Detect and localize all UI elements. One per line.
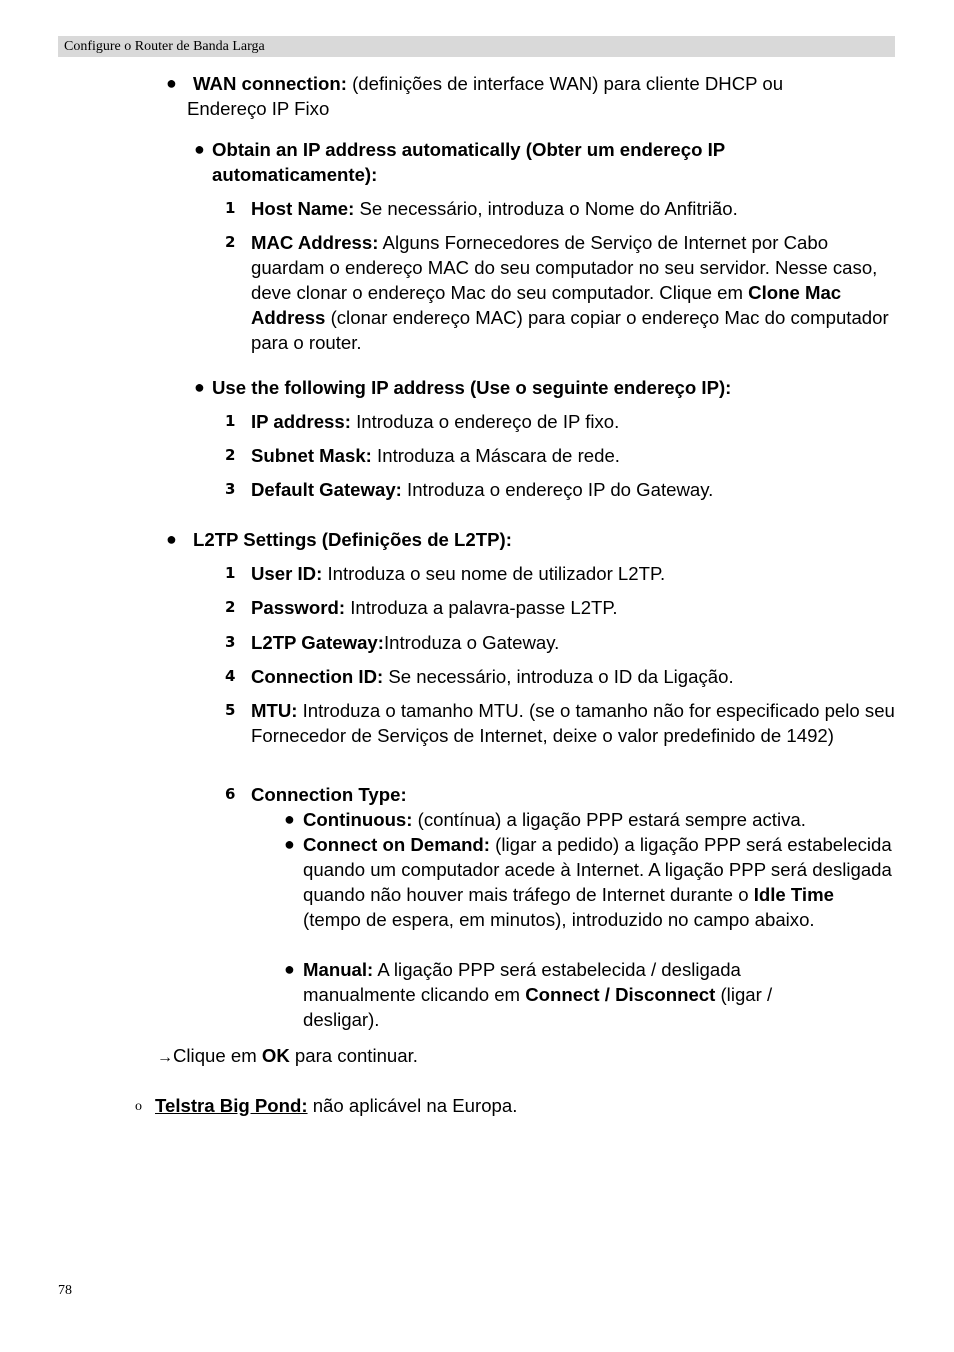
ok-label: OK (261, 1045, 290, 1066)
clone-mac-label: Clone Mac Address (251, 282, 842, 328)
continue-pre: Clique em (173, 1045, 262, 1066)
l2tp-item-6-number: 6 (225, 785, 236, 803)
useip-title: Use the following IP address (Use o seguinte endereço IP): (212, 377, 732, 398)
user-id-label: User ID: (251, 563, 323, 584)
continue-post: para continuar. (289, 1045, 418, 1066)
continuous-bullet: ● (284, 809, 295, 829)
obtain-item-1-number: 1 (225, 199, 236, 217)
l2tp-item-1-number: 1 (225, 564, 236, 582)
useip-item-2 (251, 443, 891, 468)
wan-text: (definições de interface WAN) para cliente DHCP ou Endereço IP Fixo (187, 73, 784, 119)
connect-on-demand-bullet: ● (284, 834, 295, 854)
l2tp-item-5 (251, 698, 895, 748)
continuous-item (303, 807, 893, 832)
manual-text-2: (ligar / desligar). (303, 984, 773, 1030)
useip-item-3-number: 3 (225, 480, 236, 498)
obtain-bullet: ● (194, 139, 205, 159)
connection-id-text: Se necessário, introduza o ID da Ligação. (383, 666, 734, 687)
password-label: Password: (251, 597, 346, 618)
connect-disconnect-label: Connect / Disconnect (525, 984, 716, 1005)
mtu-label: MTU: (251, 700, 298, 721)
mac-address-label: MAC Address: (251, 232, 379, 253)
default-gateway-label: Default Gateway: (251, 479, 402, 500)
l2tp-gateway-text: Introduza o Gateway. (383, 632, 560, 653)
l2tp-item-2 (251, 595, 891, 620)
subnet-mask-label: Subnet Mask: (251, 445, 372, 466)
useip-item-1-number: 1 (225, 412, 236, 430)
ip-address-label: IP address: (251, 411, 351, 432)
connect-on-demand-item (303, 832, 893, 932)
l2tp-title: L2TP Settings (Definições de L2TP): (193, 529, 512, 550)
continuous-label: Continuous: (303, 809, 413, 830)
l2tp-bullet: ● (166, 529, 177, 549)
continue-instruction (157, 1043, 757, 1070)
mac-address-text-2: (clonar endereço MAC) para copiar o endereço Mac do computador para o router. (251, 307, 889, 353)
telstra-item (155, 1093, 755, 1118)
host-name-text: Se necessário, introduza o Nome do Anfitrião. (354, 198, 738, 219)
user-id-text: Introduza o seu nome de utilizador L2TP. (322, 563, 666, 584)
manual-bullet: ● (284, 959, 295, 979)
header-title: Configure o Router de Banda Larga (64, 39, 265, 54)
manual-item (303, 957, 843, 1032)
l2tp-item-1 (251, 561, 891, 586)
connection-type-label: Connection Type: (251, 784, 407, 805)
idle-time-label: Idle Time (753, 884, 834, 905)
connection-id-label: Connection ID: (251, 666, 384, 687)
connect-on-demand-label: Connect on Demand: (303, 834, 490, 855)
useip-item-2-number: 2 (225, 446, 236, 464)
useip-item-3 (251, 477, 891, 502)
ip-address-text: Introduza o endereço de IP fixo. (350, 411, 620, 432)
mtu-text: Introduza o tamanho MTU. (se o tamanho não for especificado pelo seu Fornecedor de Serviços de Internet, deixe o valor predefinido de 1492) (251, 700, 895, 746)
default-gateway-text: Introduza o endereço IP do Gateway. (401, 479, 714, 500)
l2tp-item-5-number: 5 (225, 701, 236, 719)
password-text: Introduza a palavra-passe L2TP. (345, 597, 618, 618)
l2tp-item-4-number: 4 (225, 667, 236, 685)
telstra-big-pond-link: Telstra Big Pond: (155, 1095, 308, 1116)
wan-paragraph (187, 71, 867, 121)
l2tp-item-2-number: 2 (225, 598, 236, 616)
manual-text: A ligação PPP será estabelecida / desligada manualmente clicando em (303, 959, 741, 1005)
manual-label: Manual: (303, 959, 374, 980)
telstra-bullet: o (135, 1099, 142, 1114)
useip-bullet: ● (194, 377, 205, 397)
l2tp-item-4 (251, 664, 891, 689)
obtain-title: Obtain an IP address automatically (Obter um endereço IP automaticamente): (212, 139, 725, 185)
l2tp-gateway-label: L2TP Gateway: (251, 632, 384, 653)
obtain-item-1 (251, 196, 911, 221)
host-name-label: Host Name: (251, 198, 355, 219)
wan-title: WAN connection: (193, 73, 347, 94)
obtain-item-2-number: 2 (225, 233, 236, 251)
l2tp-item-3-number: 3 (225, 633, 236, 651)
useip-item-1 (251, 409, 891, 434)
mac-address-text: Alguns Fornecedores de Serviço de Internet por Cabo guardam o endereço MAC do seu computador no seu servidor. Nesse caso, deve clonar o endereço Mac do seu computador. Clique em (251, 232, 878, 303)
obtain-item-2 (251, 230, 895, 355)
continuous-text: (contínua) a ligação PPP estará sempre activa. (412, 809, 806, 830)
connect-on-demand-text: (ligar a pedido) a ligação PPP será estabelecida quando um computador acede à Internet. A ligação PPP será desligada quando não houver mais tráfego de Internet durante o (303, 834, 892, 905)
l2tp-item-3 (251, 630, 891, 655)
subnet-mask-text: Introduza a Máscara de rede. (371, 445, 620, 466)
connect-on-demand-text-2: (tempo de espera, em minutos), introduzido no campo abaixo. (303, 909, 815, 930)
telstra-text: não aplicável na Europa. (307, 1095, 518, 1116)
page-header (58, 36, 895, 57)
arrow-right-icon: → (157, 1049, 173, 1066)
wan-bullet: ● (166, 73, 177, 93)
page-number: 78 (58, 1283, 72, 1298)
